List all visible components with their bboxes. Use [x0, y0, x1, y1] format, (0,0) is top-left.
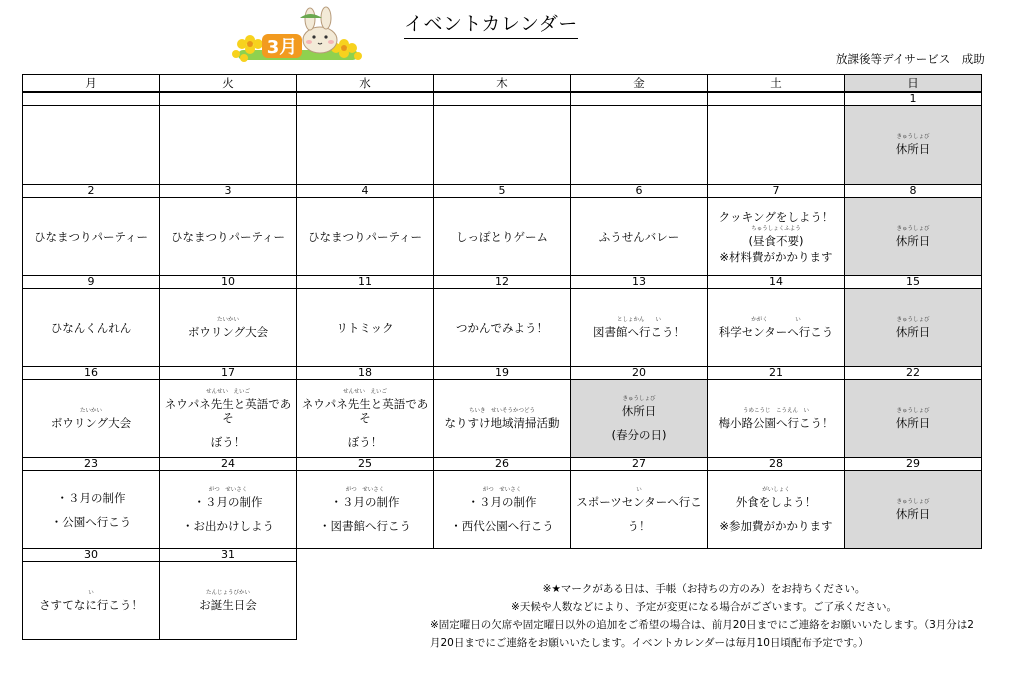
- day-cell: [23, 198, 160, 276]
- provider-name: 放課後等デイサービス 成助: [836, 52, 985, 66]
- event-text: ボウリング大会: [50, 415, 132, 430]
- day-cell: [571, 198, 708, 276]
- event-text: 休所日: [895, 142, 931, 156]
- ruby-text: としょかん い: [616, 316, 661, 323]
- event-text: なりすけ地域清掃活動: [444, 415, 560, 430]
- day-cell: [434, 289, 571, 367]
- day-cell: [160, 289, 297, 367]
- day-cell: [23, 562, 160, 640]
- event-text: 休所日: [895, 506, 931, 521]
- event-text: ・３月の制作: [467, 494, 537, 509]
- note-line: ※固定曜日の欠席や固定曜日以外の追加をご希望の場合は、前月20日までにご連絡をお願いいたします。（3月分は2月20日までにご連絡をお願いいたします。イベントカレンダーは毎月10日頃配布予定です。）: [430, 619, 974, 649]
- day-number: [571, 93, 708, 106]
- ruby-text: たんじょうびかい: [205, 589, 250, 596]
- day-cell: [23, 471, 160, 549]
- event-text: (昼食不要): [748, 233, 804, 248]
- day-number: 1: [845, 93, 982, 106]
- note-line: ※天候や人数などにより、予定が変更になる場合がございます。ご了承ください。: [511, 601, 897, 613]
- ruby-text: い: [636, 486, 642, 493]
- day-number: 16: [23, 367, 160, 380]
- event-text: ・３月の制作: [193, 494, 263, 509]
- day-number: [434, 93, 571, 106]
- day-cell: [297, 198, 434, 276]
- day-number: 5: [434, 185, 571, 198]
- event-text: ・３月の制作: [330, 494, 400, 509]
- day-cell: [571, 106, 708, 185]
- event-text: つかんでみよう！: [456, 320, 548, 335]
- week-1-events: [23, 106, 982, 185]
- day-cell: [160, 106, 297, 185]
- week-4-events: [23, 380, 982, 458]
- event-text: ひなまつりパーティー: [33, 229, 149, 244]
- rabbit-icon: [300, 7, 337, 53]
- ruby-text: ちゅうしょくふよう: [751, 225, 801, 232]
- week-5-events: [23, 471, 982, 549]
- ruby-text: がつ せいさく: [208, 486, 248, 493]
- weekday-sun: 日: [845, 75, 982, 92]
- day-number: 30: [23, 549, 160, 562]
- day-number: 24: [160, 458, 297, 471]
- week-4-numbers: [23, 367, 982, 380]
- ruby-text: い: [88, 589, 94, 596]
- event-text: スポーツセンターへ行こ: [576, 494, 702, 509]
- event-text: ボウリング大会: [187, 324, 269, 339]
- event-text: 外食をしよう！: [735, 494, 817, 509]
- event-text: ・お出かけしよう: [182, 518, 274, 533]
- week-5-numbers: [23, 458, 982, 471]
- event-text: 科学センターへ行こう: [718, 324, 834, 339]
- event-text: ぼう！: [347, 434, 383, 449]
- weekday-header-row: [23, 75, 982, 92]
- event-note: ※参加費がかかります: [719, 518, 833, 533]
- day-cell: [708, 198, 845, 276]
- event-text: (春分の日): [611, 427, 667, 442]
- day-number: 11: [297, 276, 434, 289]
- event-text: ・公園へ行こう: [50, 514, 132, 529]
- page-title: イベントカレンダー: [404, 12, 578, 39]
- march-logo: [228, 6, 368, 66]
- day-number: 26: [434, 458, 571, 471]
- day-number: 27: [571, 458, 708, 471]
- day-number: 31: [160, 549, 297, 562]
- day-cell: [297, 289, 434, 367]
- event-text: ぼう！: [210, 434, 246, 449]
- day-number: 21: [708, 367, 845, 380]
- ruby-text: たいかい: [79, 407, 102, 414]
- ruby-text: ちいき せいそうかつどう: [468, 407, 535, 414]
- day-number: 17: [160, 367, 297, 380]
- day-number: [160, 93, 297, 106]
- weekday-fri: 金: [571, 75, 708, 92]
- note-line: ※★マークがある日は、手帳（お持ちの方のみ）をお持ちください。: [542, 583, 866, 595]
- day-number: 20: [571, 367, 708, 380]
- event-text: さすてなに行こう！: [39, 597, 143, 612]
- day-number: 10: [160, 276, 297, 289]
- day-number: 8: [845, 185, 982, 198]
- event-text: 図書館へ行こう！: [593, 324, 685, 339]
- day-number: 3: [160, 185, 297, 198]
- week-2-events: [23, 198, 982, 276]
- ruby-text: きゅうしょび: [896, 225, 930, 232]
- ruby-text: せんせい えいご: [205, 388, 250, 395]
- weekday-mon: 月: [23, 75, 160, 92]
- ruby-text: きゅうしょび: [622, 395, 656, 402]
- event-calendar: [22, 74, 982, 640]
- day-number: 2: [23, 185, 160, 198]
- day-cell-closed: [845, 106, 982, 185]
- day-cell: [297, 471, 434, 549]
- day-number: 18: [297, 367, 434, 380]
- event-text: ネウパネ先生と英語であそ: [301, 396, 429, 425]
- weekday-wed: 水: [297, 75, 434, 92]
- event-text: 休所日: [621, 403, 657, 418]
- ruby-text: がいしょく: [762, 486, 790, 493]
- day-number: 29: [845, 458, 982, 471]
- week-1-numbers: [23, 93, 982, 106]
- event-text: クッキングをしよう！: [718, 209, 834, 224]
- week-3-events: [23, 289, 982, 367]
- day-number: 23: [23, 458, 160, 471]
- weekday-tue: 火: [160, 75, 297, 92]
- day-cell: [23, 380, 160, 458]
- day-cell: [434, 471, 571, 549]
- day-number: 7: [708, 185, 845, 198]
- event-note: ※材料費がかかります: [719, 249, 833, 264]
- day-cell: [297, 106, 434, 185]
- day-number: [23, 93, 160, 106]
- ruby-text: きゅうしょび: [896, 316, 930, 323]
- day-cell: [23, 289, 160, 367]
- ruby-text: きゅうしょび: [896, 134, 930, 140]
- day-cell: [708, 106, 845, 185]
- day-number: [297, 93, 434, 106]
- event-text: 休所日: [895, 324, 931, 339]
- day-number: 6: [571, 185, 708, 198]
- event-text: 休所日: [895, 233, 931, 248]
- day-cell: [160, 471, 297, 549]
- day-cell-closed: [845, 289, 982, 367]
- day-cell: [23, 106, 160, 185]
- event-text: う！: [627, 518, 651, 533]
- ruby-text: うめこうじ こうえん い: [742, 407, 809, 414]
- day-number: 22: [845, 367, 982, 380]
- day-cell: [434, 106, 571, 185]
- ruby-text: せんせい えいご: [342, 388, 387, 395]
- event-text: ・図書館へ行こう: [319, 518, 411, 533]
- logo-text: 3月: [266, 37, 298, 58]
- day-number: 25: [297, 458, 434, 471]
- event-text: ひなんくんれん: [50, 320, 132, 335]
- ruby-text: がつ せいさく: [345, 486, 385, 493]
- notes-section: [430, 580, 978, 652]
- day-cell: [434, 380, 571, 458]
- event-text: 梅小路公園へ行こう！: [718, 415, 834, 430]
- day-cell: [160, 198, 297, 276]
- day-cell: [571, 471, 708, 549]
- day-number: [708, 93, 845, 106]
- day-cell: [297, 380, 434, 458]
- event-text: ふうせんバレー: [598, 229, 680, 244]
- day-number: 13: [571, 276, 708, 289]
- ruby-text: かがく い: [751, 316, 801, 323]
- day-number: 4: [297, 185, 434, 198]
- event-text: お誕生日会: [199, 597, 257, 612]
- day-cell: [571, 289, 708, 367]
- weekday-thu: 木: [434, 75, 571, 92]
- day-cell: [708, 380, 845, 458]
- ruby-text: きゅうしょび: [896, 498, 930, 505]
- day-number: 9: [23, 276, 160, 289]
- day-number: 12: [434, 276, 571, 289]
- day-cell: [708, 471, 845, 549]
- day-cell: [708, 289, 845, 367]
- event-text: ひなまつりパーティー: [307, 229, 423, 244]
- ruby-text: たいかい: [216, 316, 239, 323]
- week-2-numbers: [23, 185, 982, 198]
- day-cell: [160, 380, 297, 458]
- week-6-numbers: [23, 549, 982, 562]
- event-text: ・西代公園へ行こう: [450, 518, 554, 533]
- day-cell: [160, 562, 297, 640]
- weekday-sat: 土: [708, 75, 845, 92]
- week-3-numbers: [23, 276, 982, 289]
- ruby-text: きゅうしょび: [896, 407, 930, 414]
- day-cell: [434, 198, 571, 276]
- day-number: 19: [434, 367, 571, 380]
- event-text: ネウパネ先生と英語であそ: [164, 396, 292, 425]
- event-text: 休所日: [895, 415, 931, 430]
- event-text: ・３月の制作: [56, 490, 126, 505]
- day-cell-closed: [571, 380, 708, 458]
- day-cell-closed: [845, 471, 982, 549]
- day-number: 28: [708, 458, 845, 471]
- day-cell-closed: [845, 198, 982, 276]
- event-text: ひなまつりパーティー: [170, 229, 286, 244]
- ruby-text: がつ せいさく: [482, 486, 522, 493]
- event-text: しっぽとりゲーム: [456, 229, 548, 244]
- day-number: 15: [845, 276, 982, 289]
- day-cell-closed: [845, 380, 982, 458]
- day-number: 14: [708, 276, 845, 289]
- event-text: リトミック: [336, 320, 394, 335]
